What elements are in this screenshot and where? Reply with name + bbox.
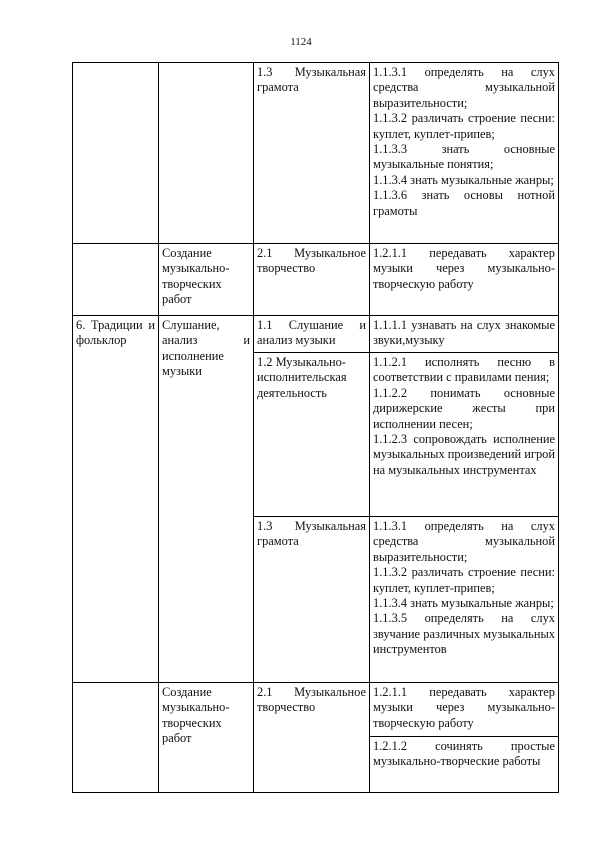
table-row [73, 683, 559, 737]
topic-text: 1.3 Музыкальная грамота [257, 65, 366, 95]
topic-text: 2.1 Музыкальное творчество [257, 246, 366, 276]
topic-cell [254, 517, 370, 683]
outcome-item: 1.1.3.2 различать строение песни: куплет, куплет-припев; [373, 565, 555, 595]
topic-cell [254, 316, 370, 353]
outcome-item: 1.1.3.1 определять на слух средства музыкальной выразительности; [373, 65, 555, 110]
topic-text: 1.3 Музыкальная грамота [257, 519, 366, 549]
topic-text: 1.1 Слушание и анализ музыки [257, 318, 366, 348]
outcome-item: 1.2.1.1 передавать характер музыки через музыкально-творческую работу [373, 685, 555, 730]
outcome-item: 1.2.1.2 сочинять простые музыкально-творческие работы [373, 739, 555, 769]
curriculum-table [72, 62, 559, 793]
outcome-item: 1.1.3.4 знать музыкальные жанры; [373, 596, 554, 611]
outcome-item: 1.1.3.2 различать строение песни: куплет, куплет-припев; [373, 111, 555, 141]
outcomes-cell [370, 683, 559, 737]
activity-text: Слушание, анализ и исполнение музыки [162, 318, 250, 379]
activity-cell [159, 63, 254, 244]
outcome-item: 1.1.2.2 понимать основные дирижерские жесты при исполнении песен; [373, 385, 555, 431]
outcome-item: 1.1.1.1 узнавать на слух знакомые звуки,музыку [373, 318, 555, 348]
outcome-item: 1.1.2.3 сопровождать исполнение музыкальных произведений игрой на музыкальных инструментах [373, 432, 555, 477]
outcomes-cell [370, 316, 559, 353]
activity-text: Создание музыкально-творческих работ [162, 685, 230, 746]
outcome-item: 1.1.2.1 исполнять песню в соответствии с правилами пения; [373, 355, 555, 385]
outcomes-cell [370, 353, 559, 517]
activity-text: Создание музыкально-творческих работ [162, 246, 230, 307]
section-cell [73, 244, 159, 316]
outcome-item: 1.1.3.5 определять на слух звучание различных музыкальных инструментов [373, 611, 555, 657]
outcome-item: 1.1.3.3 знать основные музыкальные понятия; [373, 142, 555, 172]
topic-text: 1.2 Музыкально-исполнительская деятельность [257, 355, 347, 400]
outcomes-cell [370, 517, 559, 683]
activity-cell [159, 244, 254, 316]
outcome-item: 1.1.3.1 определять на слух средства музыкальной выразительности; [373, 519, 555, 564]
topic-text: 2.1 Музыкальное творчество [257, 685, 366, 715]
activity-cell [159, 316, 254, 683]
table-row [73, 316, 559, 353]
topic-cell [254, 244, 370, 316]
topic-cell [254, 353, 370, 517]
topic-cell [254, 683, 370, 793]
outcomes-cell [370, 244, 559, 316]
outcome-item: 1.1.3.4 знать музыкальные жанры; [373, 172, 554, 187]
outcomes-cell [370, 63, 559, 244]
outcomes-cell [370, 737, 559, 793]
section-text: 6. Традиции и фольклор [76, 318, 155, 348]
table-row [73, 63, 559, 244]
activity-cell [159, 683, 254, 793]
outcome-item: 1.2.1.1 передавать характер музыки через музыкально-творческую работу [373, 246, 555, 291]
section-cell [73, 683, 159, 793]
topic-cell [254, 63, 370, 244]
outcome-item: 1.1.3.6 знать основы нотной грамоты [373, 188, 555, 218]
section-cell [73, 63, 159, 244]
table-row [73, 244, 559, 316]
section-cell [73, 316, 159, 683]
page-number: 1124 [290, 36, 312, 48]
